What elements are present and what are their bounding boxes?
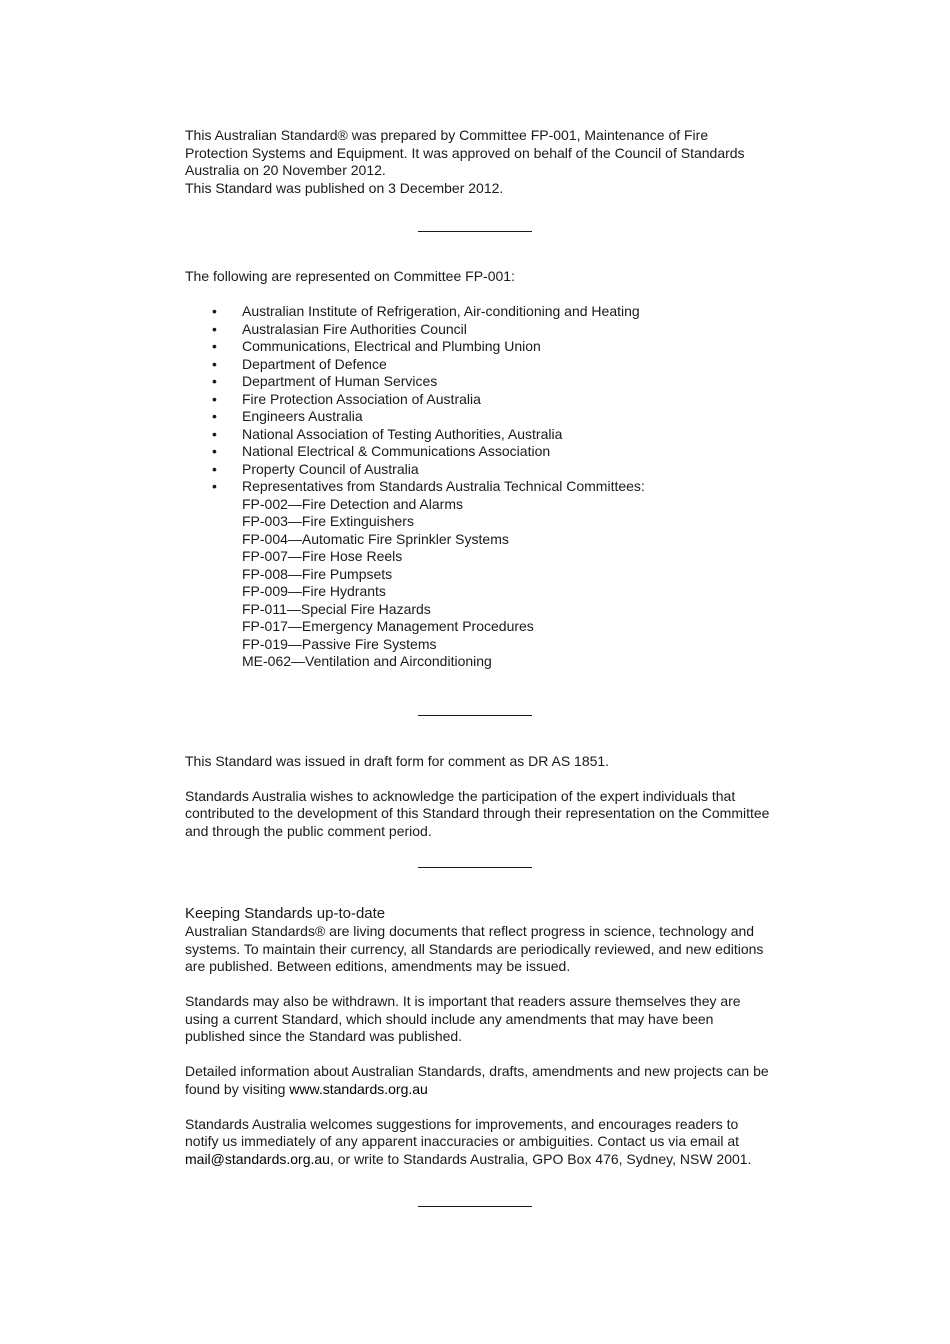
list-item: • Engineers Australia <box>212 408 363 424</box>
bullet-icon: • <box>212 478 217 494</box>
committee-members-list <box>185 303 775 671</box>
committee-intro: The following are represented on Committee FP-001: <box>185 268 515 284</box>
list-item: • Representatives from Standards Australia Technical Committees: FP-002—Fire Detection and Alarms FP-003—Fire Extinguishers FP-004—Automatic Fire Sprinkler Systems FP-007—Fire Hose Reels FP-008—Fire Pumpsets FP-009—Fire Hydrants FP-011—Special Fire Hazards FP-017—Emergency Management Procedures FP-019—Passive Fire Systems ME-062—Ventilation and Airconditioning <box>185 478 775 671</box>
bullet-icon: • <box>212 390 217 407</box>
list-item: • National Association of Testing Authorities, Australia <box>212 425 563 442</box>
section-divider <box>418 1206 532 1207</box>
list-item: • Communications, Electrical and Plumbing Union <box>212 338 541 354</box>
technical-committee-item: FP-004—Automatic Fire Sprinkler Systems <box>242 530 509 547</box>
bullet-icon: • <box>212 425 217 442</box>
bullet-icon: • <box>212 373 217 389</box>
bullet-icon: • <box>212 460 217 477</box>
technical-committee-item: FP-008—Fire Pumpsets <box>242 565 393 582</box>
information-paragraph: Detailed information about Australian Standards, drafts, amendments and new projects can be found by visiting www.standards.org.au <box>185 1063 769 1097</box>
technical-committee-item: ME-062—Ventilation and Airconditioning <box>242 653 492 669</box>
technical-committee-item: FP-017—Emergency Management Procedures <box>242 618 534 634</box>
published-statement: This Standard was published on 3 December 2012. <box>185 179 504 196</box>
withdrawn-paragraph: Standards may also be withdrawn. It is important that readers assure themselves they are using a current Standard, which should include any amendments that may have been published since the Standard was published. <box>185 993 741 1044</box>
email-link[interactable]: mail@standards.org.au <box>185 1150 330 1167</box>
living-documents-paragraph: Australian Standards® are living documents that reflect progress in science, technology and systems. To maintain their currency, all Standards are periodically reviewed, and new editions are published. Between editions, amendments may be issued. <box>185 923 764 974</box>
website-link[interactable]: www.standards.org.au <box>289 1080 428 1097</box>
bullet-icon: • <box>212 443 217 459</box>
technical-committee-item: FP-009—Fire Hydrants <box>242 583 386 599</box>
bullet-icon: • <box>212 303 217 319</box>
technical-committee-item: FP-019—Passive Fire Systems <box>242 635 437 652</box>
technical-committees-list <box>242 496 775 671</box>
bullet-icon: • <box>212 338 217 354</box>
acknowledgement-paragraph: Standards Australia wishes to acknowledge the participation of the expert individuals that contributed to the development of this Standard through their representation on the Committee and through the public comment period. <box>185 787 770 839</box>
list-item: • National Electrical & Communications Association <box>212 443 551 459</box>
section-heading: Keeping Standards up-to-date <box>185 905 386 922</box>
suggestions-paragraph: Standards Australia welcomes suggestions for improvements, and encourages readers to notify us immediately of any apparent inaccuracies or ambiguities. Contact us via email at mail@standards.org.au, or write to Standards Australia, GPO Box 476, Sydney, NSW 2001. <box>185 1115 752 1167</box>
technical-committee-item: FP-002—Fire Detection and Alarms <box>242 495 463 512</box>
technical-committee-item: FP-011—Special Fire Hazards <box>242 600 431 617</box>
technical-committee-item: FP-007—Fire Hose Reels <box>242 548 403 564</box>
list-item: • Australasian Fire Authorities Council <box>212 320 467 337</box>
bullet-icon: • <box>212 320 217 337</box>
bullet-icon: • <box>212 355 217 372</box>
list-item: • Australian Institute of Refrigeration, Air-conditioning and Heating <box>212 303 640 319</box>
list-item: • Property Council of Australia <box>212 460 419 477</box>
list-item: • Department of Defence <box>212 355 387 372</box>
document-page <box>185 127 775 1207</box>
list-item: • Department of Human Services <box>212 373 438 389</box>
technical-committee-item: FP-003—Fire Extinguishers <box>242 513 414 529</box>
prepared-statement: This Australian Standard® was prepared by Committee FP-001, Maintenance of Fire Protection Systems and Equipment. It was approved on behalf of the Council of Standards Australia on 20 November 2012. <box>185 127 745 178</box>
list-item: • Fire Protection Association of Australia <box>212 390 481 407</box>
bullet-icon: • <box>212 408 217 424</box>
draft-statement: This Standard was issued in draft form for comment as DR AS 1851. <box>185 752 610 769</box>
